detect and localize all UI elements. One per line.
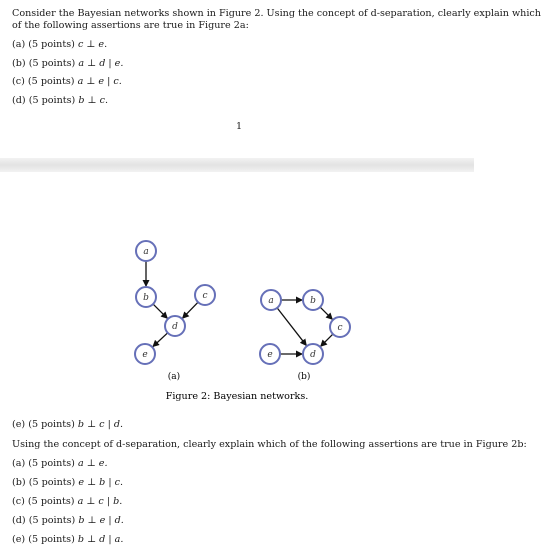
question-item: [12, 58, 123, 70]
edge-arrow-b-d: [153, 304, 167, 318]
edge-arrow-a-d: [277, 308, 306, 345]
question-item: [12, 76, 122, 88]
item-points: (5 points): [28, 419, 75, 430]
node-label: d: [172, 322, 178, 332]
item-label: (c): [12, 496, 25, 507]
item-label: (a): [12, 39, 26, 50]
item-expression: a ⊥ d | e.: [78, 58, 124, 69]
item-points: (5 points): [28, 39, 75, 50]
item-label: (d): [12, 95, 26, 106]
node-label: a: [268, 296, 274, 306]
item-expression: a ⊥ c | b.: [77, 496, 123, 507]
item-points: (5 points): [28, 477, 76, 488]
node-label: c: [337, 323, 343, 333]
node-label: e: [267, 350, 273, 360]
graph-edges: [146, 261, 333, 354]
subfigure-b-caption: (b): [297, 372, 311, 382]
intro-line-3: Using the concept of d-separation, clearly explain which of the following assertions are true in Figure 2b:: [12, 439, 527, 450]
question-item: [12, 477, 123, 489]
intro-line-1: Consider the Bayesian networks shown in Figure 2. Using the concept of d-separation, clearly explain which: [12, 8, 541, 19]
page-number: 1: [236, 121, 243, 132]
item-expression: e ⊥ b | c.: [78, 477, 124, 488]
question-item: [12, 419, 123, 431]
question-item: [12, 534, 123, 546]
page-divider: [0, 158, 474, 172]
item-points: (5 points): [28, 458, 75, 469]
edge-arrow-d-e: [153, 333, 168, 347]
item-label: (a): [12, 458, 26, 469]
node-label: e: [142, 350, 148, 360]
item-expression: a ⊥ e | c.: [77, 76, 122, 87]
item-expression: b ⊥ c | d.: [77, 419, 124, 430]
question-item: [12, 39, 107, 51]
item-label: (b): [12, 477, 26, 488]
figure-bayesian-networks: [0, 200, 474, 420]
question-item: [12, 95, 108, 107]
subfigure-a-caption: (a): [167, 372, 181, 382]
item-points: (5 points): [27, 76, 75, 87]
item-expression: b ⊥ c.: [78, 95, 109, 106]
edge-arrow-b-c: [320, 307, 332, 319]
node-label: d: [310, 350, 316, 360]
edge-arrow-c-d: [183, 302, 198, 318]
question-item: [12, 458, 108, 470]
node-label: c: [202, 291, 208, 301]
item-label: (b): [12, 58, 26, 69]
item-points: (5 points): [28, 58, 76, 69]
figure-caption: Figure 2: Bayesian networks.: [165, 391, 309, 402]
item-points: (5 points): [27, 496, 75, 507]
item-label: (e): [12, 534, 26, 545]
node-label: b: [310, 296, 316, 306]
graph-nodes: [135, 241, 350, 364]
edge-arrow-c-d: [321, 334, 333, 346]
item-label: (d): [12, 515, 26, 526]
node-label: a: [143, 247, 149, 257]
question-item: [12, 496, 122, 508]
intro-line-2: of the following assertions are true in Figure 2a:: [12, 20, 249, 31]
item-expression: a ⊥ e.: [77, 458, 108, 469]
item-label: (c): [12, 76, 25, 87]
question-item: [12, 515, 124, 527]
item-expression: c ⊥ e.: [77, 39, 108, 50]
item-label: (e): [12, 419, 26, 430]
item-points: (5 points): [28, 534, 75, 545]
item-points: (5 points): [28, 95, 76, 106]
item-points: (5 points): [28, 515, 76, 526]
item-expression: b ⊥ e | d.: [78, 515, 124, 526]
node-label: b: [143, 293, 149, 303]
item-expression: b ⊥ d | a.: [77, 534, 124, 545]
